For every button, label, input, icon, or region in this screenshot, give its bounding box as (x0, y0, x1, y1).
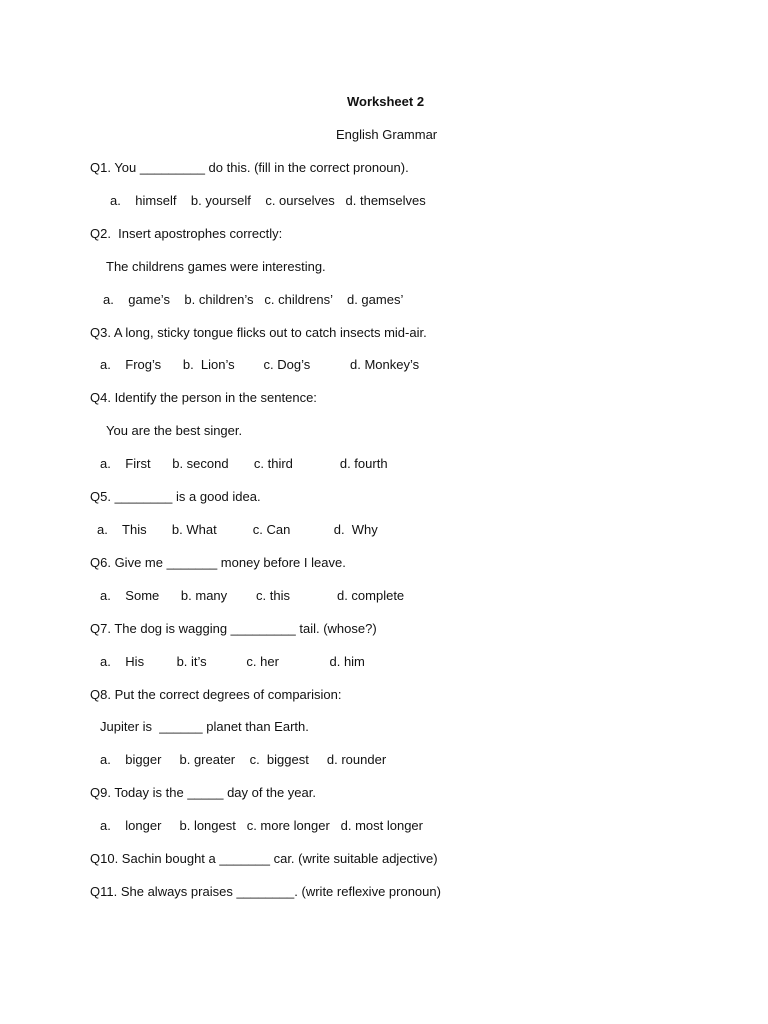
question-q10: Q10. Sachin bought a _______ car. (write suitable adjective) (90, 851, 438, 866)
options-q9: a. longer b. longest c. more longer d. most longer (100, 818, 423, 833)
question-q5: Q5. ________ is a good idea. (90, 489, 261, 504)
options-q7: a. His b. it’s c. her d. him (100, 654, 365, 669)
question-q11: Q11. She always praises ________. (write reflexive pronoun) (90, 884, 441, 899)
options-q8: a. bigger b. greater c. biggest d. rounder (100, 752, 387, 767)
question-q6: Q6. Give me _______ money before I leave. (90, 555, 346, 570)
question-q3: Q3. A long, sticky tongue flicks out to catch insects mid-air. (90, 325, 427, 340)
worksheet-title: Worksheet 2 (347, 94, 425, 109)
question-q2: Q2. Insert apostrophes correctly: (90, 226, 283, 241)
sentence-q8: Jupiter is ______ planet than Earth. (100, 719, 309, 734)
question-q7: Q7. The dog is wagging _________ tail. (whose?) (90, 621, 377, 636)
options-q2: a. game’s b. children’s c. childrens’ d. games’ (103, 292, 404, 307)
worksheet-subtitle: English Grammar (336, 127, 438, 142)
options-q3: a. Frog’s b. Lion’s c. Dog’s d. Monkey’s (100, 357, 420, 372)
question-q4: Q4. Identify the person in the sentence: (90, 390, 317, 405)
question-q8: Q8. Put the correct degrees of comparision: (90, 687, 342, 702)
options-q5: a. This b. What c. Can d. Why (97, 522, 378, 537)
question-q9: Q9. Today is the _____ day of the year. (90, 785, 316, 800)
sentence-q4: You are the best singer. (106, 423, 243, 438)
question-q1: Q1. You _________ do this. (fill in the correct pronoun). (90, 160, 409, 175)
options-q6: a. Some b. many c. this d. complete (100, 588, 405, 603)
options-q1: a. himself b. yourself c. ourselves d. themselves (110, 193, 426, 208)
sentence-q2: The childrens games were interesting. (106, 259, 326, 274)
options-q4: a. First b. second c. third d. fourth (100, 456, 388, 471)
